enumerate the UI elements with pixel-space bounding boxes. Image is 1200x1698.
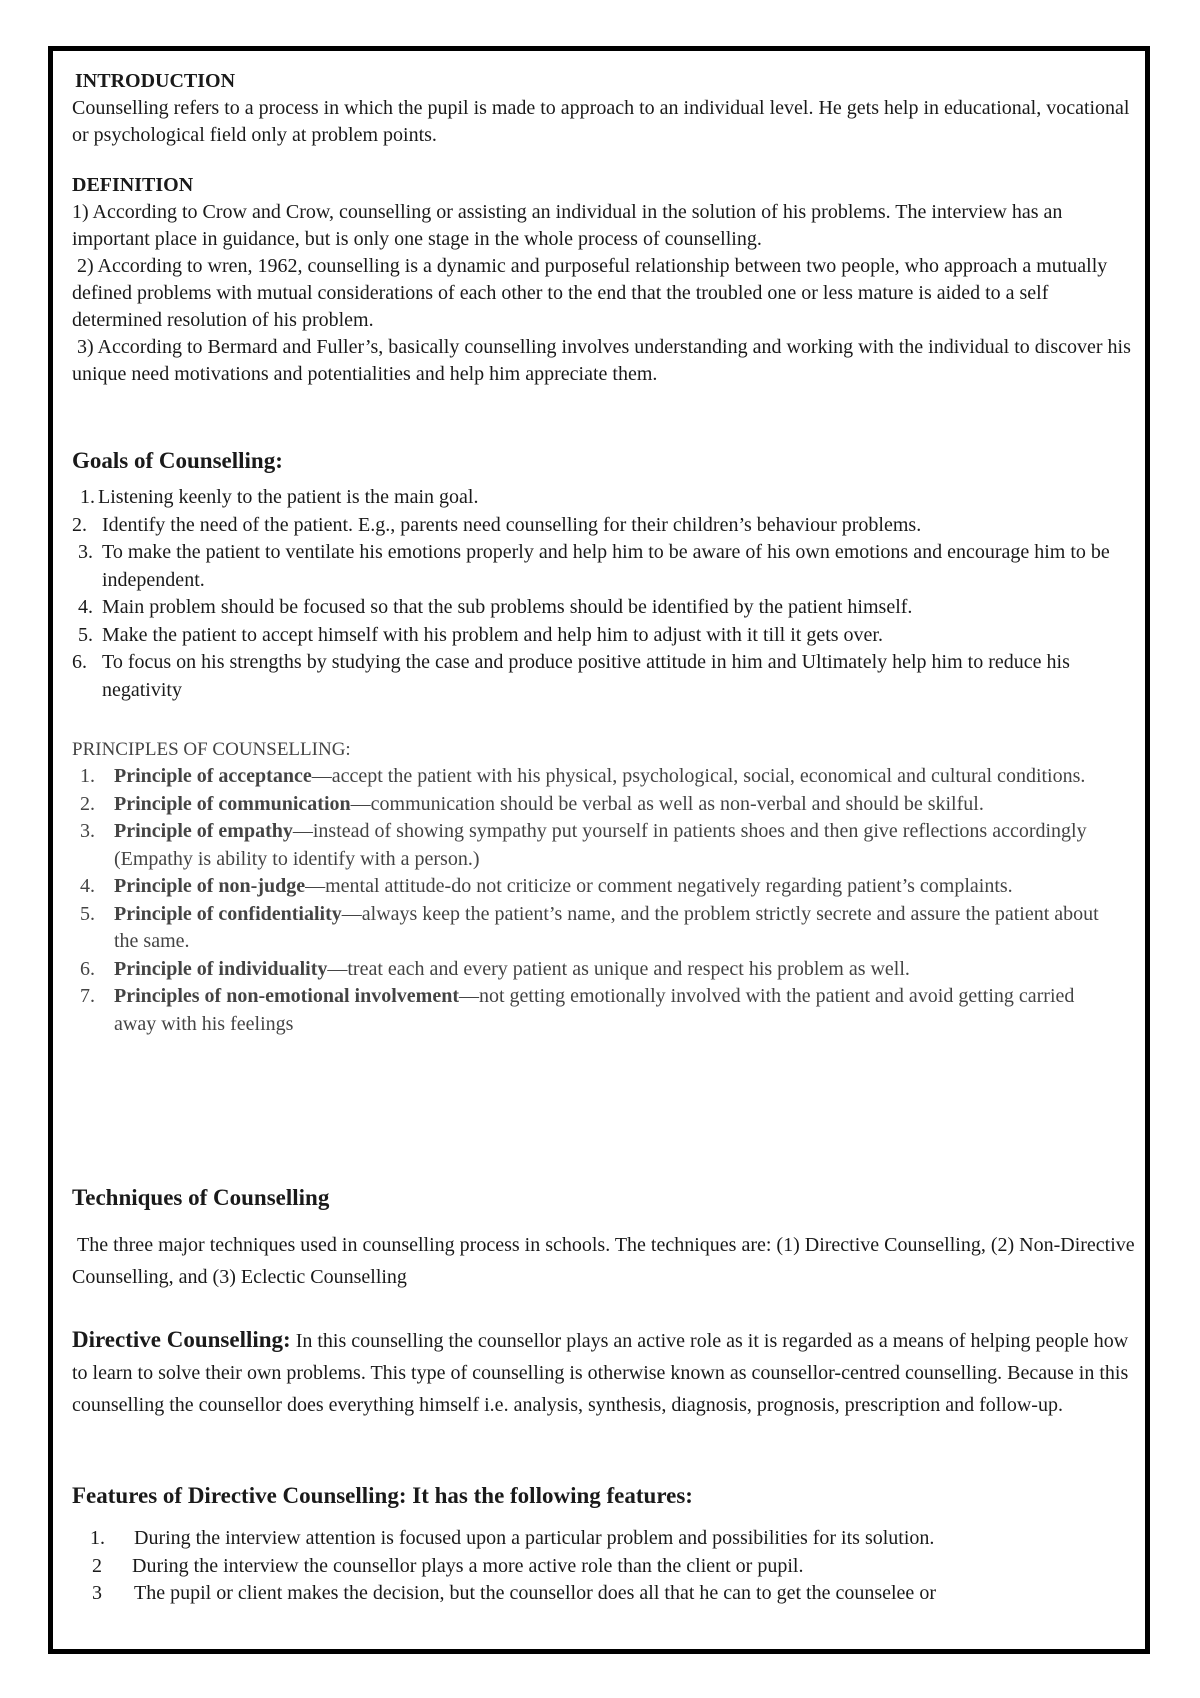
feature-text: During the interview the counsellor plays a more active role than the client or pupil. bbox=[132, 1554, 804, 1577]
techniques-heading: Techniques of Counselling bbox=[72, 1185, 330, 1210]
principle-title: Principle of non-judge bbox=[114, 875, 306, 897]
principle-title: Principle of individuality bbox=[114, 957, 328, 980]
principles-heading: PRINCIPLES OF COUNSELLING: bbox=[72, 739, 351, 760]
directive-paragraph bbox=[72, 1324, 1140, 1421]
goal-text: Identify the need of the patient. E.g., parents need counselling for their children’s behaviour problems. bbox=[102, 513, 922, 536]
features-list bbox=[72, 1525, 1140, 1608]
goals-heading: Goals of Counselling: bbox=[72, 448, 283, 473]
principle-number: 5. bbox=[80, 902, 95, 925]
principle-text: —communication should be verbal as well as non-verbal and should be skilful. bbox=[350, 792, 984, 815]
goal-number: 3. bbox=[78, 541, 93, 563]
introduction-section bbox=[72, 68, 1140, 149]
techniques-section bbox=[72, 1183, 1140, 1293]
principle-number: 7. bbox=[80, 985, 95, 1007]
goal-number: 1. bbox=[80, 486, 95, 508]
principle-item bbox=[72, 956, 1112, 984]
techniques-text: The three major techniques used in counselling process in schools. The techniques are: (1) Directive Counselling, (2) Non-Directive Counselling, and (3) Eclectic Counselling bbox=[72, 1234, 1140, 1288]
goal-text: To focus on his strengths by studying the case and produce positive attitude in him and Ultimately help him to reduce his negativity bbox=[102, 651, 1070, 701]
principle-title: Principle of confidentiality bbox=[114, 902, 342, 925]
goal-text: Make the patient to accept himself with his problem and help him to adjust with it till it gets over. bbox=[102, 623, 883, 646]
feature-number: 1. bbox=[90, 1527, 105, 1549]
definition-item-2: 2) According to wren, 1962, counselling is a dynamic and purposeful relationship between two people, who approach a mutually defined problems with mutual considerations of each other to the end that the troubled one or less mature is aided to a self determined resolution of his problem. bbox=[72, 255, 1113, 331]
directive-text: In this counselling the counsellor plays an active role as it is regarded as a means of helping people how to learn to solve their own problems. This type of counselling is otherwise known as counsellor-centred counselling. Because in this counselling the counsellor does everything himself i.e. analysis, synthesis, diagnosis, prognosis, prescription and follow-up. bbox=[72, 1330, 1134, 1416]
goal-number: 4. bbox=[78, 596, 93, 618]
features-section bbox=[72, 1481, 1140, 1608]
principle-number: 4. bbox=[80, 875, 95, 897]
feature-item bbox=[72, 1525, 1140, 1553]
introduction-heading: INTRODUCTION bbox=[75, 70, 236, 92]
principle-number: 2. bbox=[80, 792, 95, 815]
feature-text: During the interview attention is focused upon a particular problem and possibilities for its solution. bbox=[134, 1527, 935, 1549]
directive-section bbox=[72, 1324, 1140, 1421]
principles-section bbox=[72, 736, 1112, 1038]
principles-list bbox=[72, 763, 1112, 1038]
features-heading: Features of Directive Counselling: It has the following features: bbox=[72, 1483, 693, 1508]
goal-number: 2. bbox=[72, 513, 87, 536]
principle-title: Principles of non-emotional involvement bbox=[114, 985, 459, 1007]
introduction-text: Counselling refers to a process in which the pupil is made to approach to an individual level. He gets help in educational, vocational or psychological field only at problem points. bbox=[72, 97, 1130, 146]
principle-item bbox=[72, 901, 1112, 956]
goal-item bbox=[72, 649, 1140, 704]
principle-item bbox=[72, 791, 1112, 819]
principle-item bbox=[72, 983, 1112, 1038]
principle-title: Principle of communication bbox=[114, 792, 351, 815]
goal-text: Listening keenly to the patient is the main goal. bbox=[98, 486, 479, 508]
directive-heading: Directive Counselling: bbox=[72, 1327, 291, 1352]
goal-number: 5. bbox=[78, 623, 93, 646]
feature-number: 3 bbox=[92, 1582, 102, 1604]
goal-item bbox=[72, 484, 1140, 512]
feature-item bbox=[72, 1553, 1140, 1581]
goal-item bbox=[72, 512, 1140, 540]
goal-number: 6. bbox=[72, 651, 87, 673]
principle-text: —treat each and every patient as unique and respect his problem as well. bbox=[327, 957, 910, 980]
principle-title: Principle of empathy bbox=[114, 820, 293, 842]
principle-item bbox=[72, 818, 1112, 873]
principle-text: —accept the patient with his physical, psychological, social, economical and cultural conditions. bbox=[311, 765, 1086, 787]
definition-item-1: 1) According to Crow and Crow, counselling or assisting an individual in the solution of his problems. The interview has an important place in guidance, but is only one stage in the whole process of counselling. bbox=[72, 201, 1068, 250]
principle-title: Principle of acceptance bbox=[114, 765, 312, 787]
definition-section bbox=[72, 172, 1140, 388]
goal-item bbox=[72, 539, 1140, 594]
feature-number: 2 bbox=[92, 1554, 102, 1577]
principle-item bbox=[72, 873, 1112, 901]
goal-text: To make the patient to ventilate his emotions properly and help him to be aware of his own emotions and encourage him to be independent. bbox=[102, 541, 1110, 591]
principle-text: —not getting emotionally involved with the patient and avoid getting carried away with his feelings bbox=[114, 985, 1075, 1035]
goals-section bbox=[72, 446, 1140, 704]
goal-item bbox=[72, 622, 1140, 650]
principle-number: 6. bbox=[80, 957, 95, 980]
feature-item bbox=[72, 1580, 1140, 1608]
principle-text: —mental attitude-do not criticize or comment negatively regarding patient’s complaints. bbox=[305, 875, 1013, 897]
principle-number: 1. bbox=[80, 765, 95, 787]
goals-list bbox=[72, 484, 1140, 704]
principle-number: 3. bbox=[80, 820, 95, 842]
feature-text: The pupil or client makes the decision, but the counsellor does all that he can to get the counselee or bbox=[134, 1582, 936, 1604]
principle-item bbox=[72, 763, 1112, 791]
definition-item-3: 3) According to Bermard and Fuller’s, basically counselling involves understanding and working with the individual to discover his unique need motivations and potentialities and help him appreciate them. bbox=[72, 336, 1136, 385]
principle-text: —always keep the patient’s name, and the problem strictly secrete and assure the patient about the same. bbox=[114, 902, 1099, 952]
definition-heading: DEFINITION bbox=[72, 174, 194, 196]
principle-text: —instead of showing sympathy put yourself in patients shoes and then give reflections accordingly (Empathy is ability to identify with a person.) bbox=[114, 820, 1087, 870]
goal-text: Main problem should be focused so that the sub problems should be identified by the patient himself. bbox=[102, 596, 913, 618]
goal-item bbox=[72, 594, 1140, 622]
